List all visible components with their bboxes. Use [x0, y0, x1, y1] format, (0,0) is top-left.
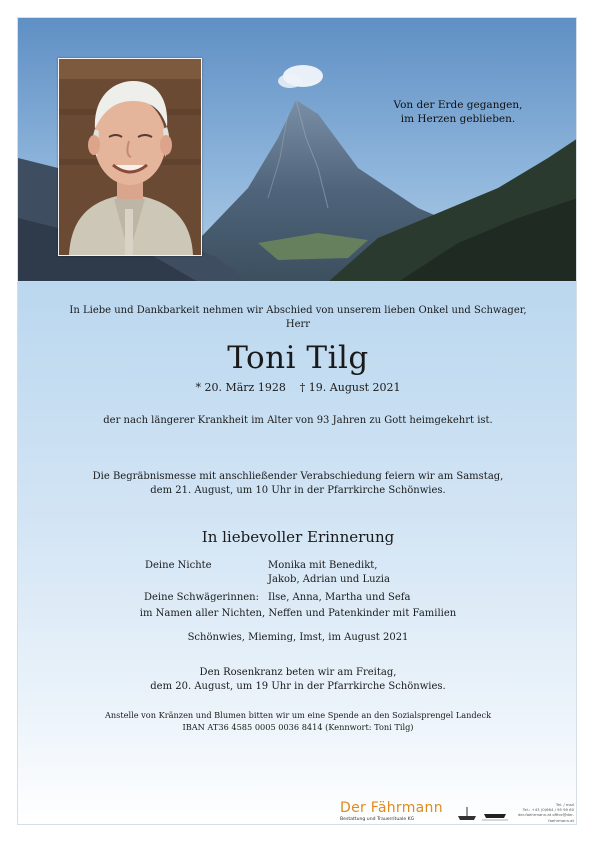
sisters-names: Ilse, Anna, Martha und Sefa	[268, 592, 411, 603]
logo-contact	[504, 802, 574, 823]
logo-contact-3: der-faehrmann.at office@der-faehrmann.at	[517, 812, 574, 823]
funeral-line-2: dem 21. August, um 10 Uhr in der Pfarrkirche Schönwies.	[150, 485, 446, 496]
mourners-others: im Namen aller Nichten, Neffen und Patenkinder mit Familien	[139, 608, 457, 619]
donation-line-2: IBAN AT36 4585 0005 0036 8414 (Kennwort: Toni Tilg)	[182, 722, 414, 732]
niece-names-1: Monika mit Benedikt,	[268, 560, 378, 571]
obituary-card	[17, 17, 577, 825]
mountain-landscape-photo	[18, 18, 577, 282]
life-dates: * 20. März 1928 † 19. August 2021	[195, 381, 401, 394]
logo-subtitle: Bestattung und Trauerrituale KG	[340, 817, 415, 822]
logo-contact-1: Tel. / mail	[555, 802, 574, 807]
intro-line-1: In Liebe und Dankbarkeit nehmen wir Abschied von unserem lieben Onkel und Schwager,	[69, 305, 527, 316]
places-date: Schönwies, Mieming, Imst, im August 2021	[187, 632, 409, 643]
niece-label: Deine Nichte	[145, 560, 212, 571]
deceased-name: Toni Tilg	[227, 340, 369, 376]
motto-line-1: Von der Erde gegangen,	[393, 99, 523, 111]
boat-icon	[454, 804, 510, 824]
logo-contact-2: Tel.: +43 (0)664 / 95 99 60	[522, 807, 574, 813]
niece-names-2: Jakob, Adrian und Luzia	[268, 574, 390, 585]
intro-line-2: Herr	[285, 319, 311, 330]
sisters-label: Deine Schwägerinnen:	[144, 592, 259, 603]
death-note: der nach längerer Krankheit im Alter von 93 Jahren zu Gott heimgekehrt ist.	[103, 415, 493, 426]
donation-line-1: Anstelle von Kränzen und Blumen bitten wir um eine Spende an den Sozialsprengel Landeck	[104, 710, 492, 720]
portrait-photo	[58, 58, 202, 256]
funeral-line-1: Die Begräbnismesse mit anschließender Verabschiedung feiern wir am Samstag,	[92, 471, 504, 482]
logo-wordmark: Der Fährmann	[340, 800, 443, 816]
memorial-heading: In liebevoller Erinnerung	[201, 528, 395, 546]
rosary-line-1: Den Rosenkranz beten wir am Freitag,	[199, 667, 397, 678]
motto	[378, 98, 538, 126]
funeral-home-logo	[336, 800, 577, 825]
motto-line-2: im Herzen geblieben.	[400, 113, 516, 125]
rosary-line-2: dem 20. August, um 19 Uhr in der Pfarrkirche Schönwies.	[150, 681, 446, 692]
